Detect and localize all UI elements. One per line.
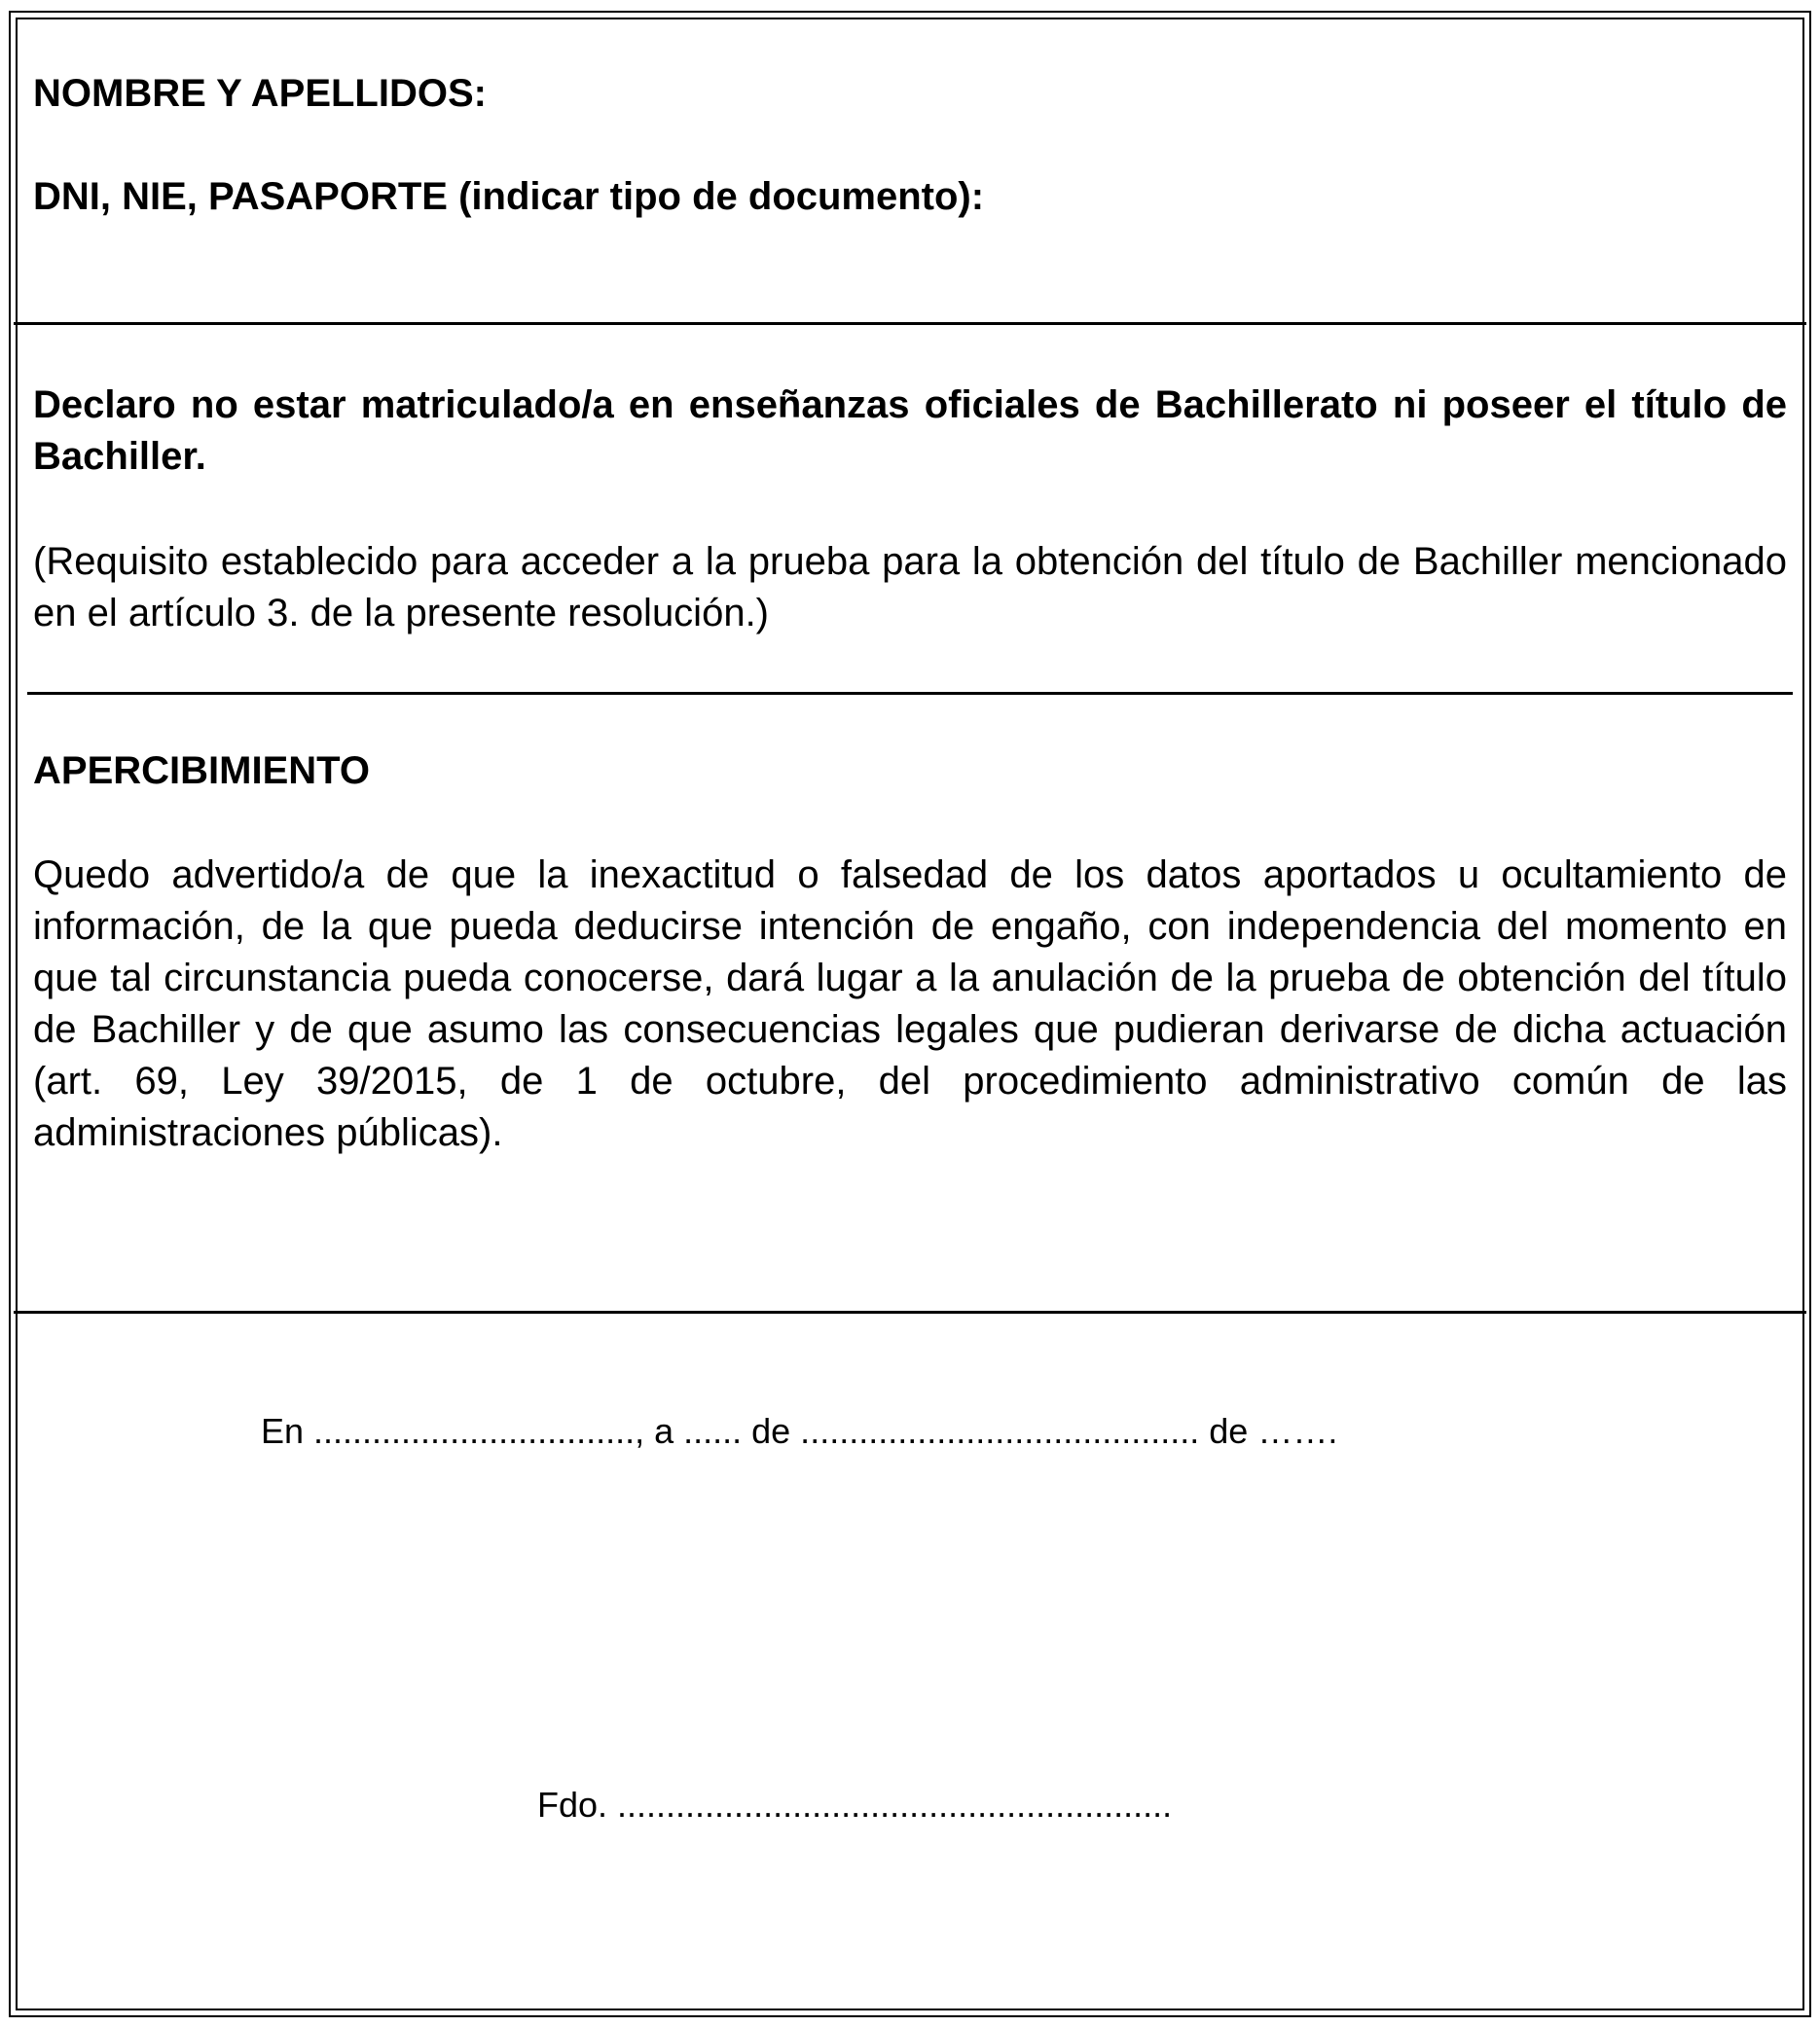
document-label: DNI, NIE, PASAPORTE (indicar tipo de documento): <box>33 175 985 218</box>
name-label: NOMBRE Y APELLIDOS: <box>33 72 487 115</box>
declaration-statement: Declaro no estar matriculado/a en enseñanzas oficiales de Bachillerato ni poseer el título de Bachiller. <box>33 383 1787 478</box>
divider-declaration <box>27 692 1793 695</box>
warning-heading: APERCIBIMIENTO <box>33 749 370 792</box>
divider-identification <box>14 322 1806 325</box>
requirement-note: (Requisito establecido para acceder a la prueba para la obtención del título de Bachiller mencionado en el artículo 3. de la presente resolución.) <box>33 540 1787 634</box>
divider-warning <box>14 1311 1806 1314</box>
warning-body: Quedo advertido/a de que la inexactitud o falsedad de los datos aportados u ocultamiento de información, de la que pueda deducirse intención de engaño, con independencia del momento en que tal circunstancia pueda conocerse, dará lugar a la anulación de la prueba de obtención del título de Bachiller y de que asumo las consecuencias legales que pudieran derivarse de dicha actuación (art. 69, Ley 39/2015, de 1 de octubre, del procedimiento administrativo común de las administraciones públicas). <box>33 853 1787 1154</box>
signature-line: Fdo. ......................................................... <box>537 1785 1173 1825</box>
place-date-line: En ................................., a ...... de ......................................... de ……. <box>261 1411 1338 1451</box>
